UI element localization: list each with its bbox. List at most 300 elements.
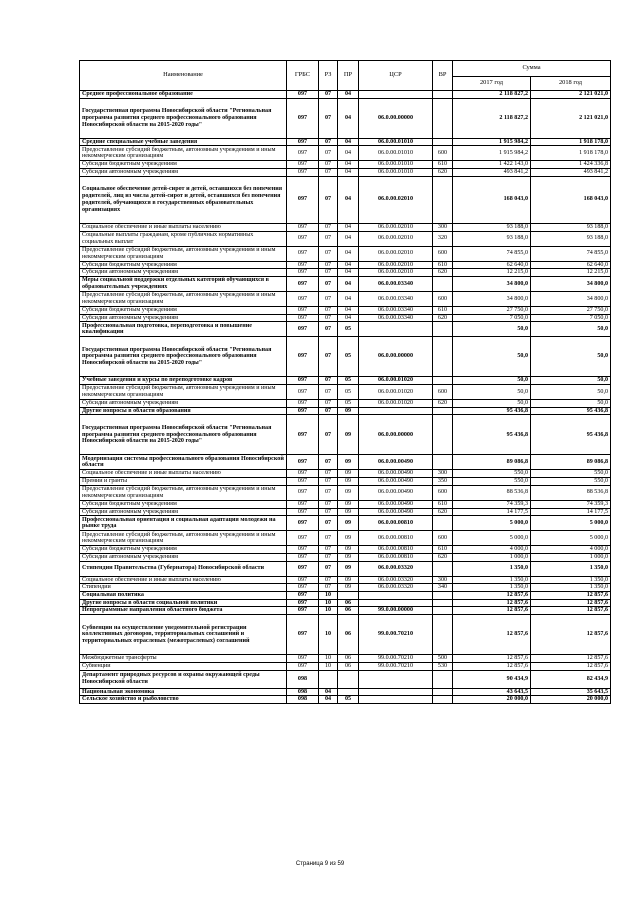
row-value-2017: 550,0 [453, 478, 531, 486]
row-vr [433, 407, 453, 415]
row-name: Стипендии [80, 584, 287, 592]
row-pr: 09 [338, 516, 359, 531]
row-value-2018: 1 000,0 [531, 553, 611, 561]
row-grbs: 097 [287, 400, 319, 408]
row-csr: 06.0.00.02010 [359, 246, 433, 261]
row-name: Учебные заведения и курсы по переподготовке кадров [80, 377, 287, 385]
table-row [80, 231, 611, 246]
table-row [80, 269, 611, 277]
row-value-2017: 14 177,5 [453, 508, 531, 516]
row-value-2018: 5 000,0 [531, 516, 611, 531]
row-csr: 06.0.00.03320 [359, 561, 433, 576]
row-rz: 07 [319, 98, 338, 138]
row-pr: 04 [338, 231, 359, 246]
row-grbs: 097 [287, 138, 319, 146]
row-pr [338, 592, 359, 600]
row-vr [433, 688, 453, 696]
row-csr: 06.0.00.01010 [359, 169, 433, 177]
row-value-2018: 74 359,3 [531, 500, 611, 508]
row-csr: 06.0.00.01010 [359, 161, 433, 169]
row-vr: 300 [433, 223, 453, 231]
row-rz [319, 670, 338, 688]
row-rz: 07 [319, 161, 338, 169]
row-name: Другие вопросы в области социальной политики [80, 599, 287, 607]
row-vr: 500 [433, 655, 453, 663]
row-name: Департамент природных ресурсов и охраны окружающей среды Новосибирской области [80, 670, 287, 688]
row-value-2018: 74 855,0 [531, 246, 611, 261]
row-grbs: 097 [287, 269, 319, 277]
row-value-2018: 1 424 336,8 [531, 161, 611, 169]
row-name: Субсидии бюджетным учреждениям [80, 546, 287, 554]
row-vr [433, 322, 453, 337]
row-name: Государственная программа Новосибирской области "Региональная программа развития среднего профессионального образования Новосибирской области на 2015-2020 годы" [80, 415, 287, 455]
row-value-2017: 12 857,6 [453, 592, 531, 600]
row-rz: 07 [319, 276, 338, 291]
row-grbs: 097 [287, 91, 319, 99]
row-rz: 07 [319, 478, 338, 486]
row-name: Предоставление субсидий бюджетным, автономным учреждениям и иным некоммерческим организациям [80, 485, 287, 500]
row-name: Национальная экономика [80, 688, 287, 696]
row-name: Другие вопросы в области образования [80, 407, 287, 415]
table-row [80, 470, 611, 478]
row-pr: 04 [338, 146, 359, 161]
row-value-2018: 27 750,0 [531, 306, 611, 314]
row-name: Социальные выплаты гражданам, кроме публичных нормативных социальных выплат [80, 231, 287, 246]
row-value-2018: 93 188,0 [531, 223, 611, 231]
row-pr: 09 [338, 478, 359, 486]
header-vr: ВР [433, 61, 453, 91]
row-value-2018: 95 436,8 [531, 407, 611, 415]
row-name: Субвенции на осуществление уведомительной регистрации коллективных договоров, территориальных соглашений и территориальных отраслевых (межотраслевых) соглашений [80, 615, 287, 655]
header-grbs: ГРБС [287, 61, 319, 91]
row-name: Сельское хозяйство и рыболовство [80, 696, 287, 704]
row-rz: 07 [319, 470, 338, 478]
row-pr: 04 [338, 306, 359, 314]
table-row [80, 688, 611, 696]
row-vr: 600 [433, 385, 453, 400]
row-value-2017: 50,0 [453, 337, 531, 377]
document-page [79, 60, 610, 704]
row-pr: 05 [338, 337, 359, 377]
table-row [80, 169, 611, 177]
row-value-2017: 95 436,8 [453, 415, 531, 455]
row-vr [433, 455, 453, 470]
row-pr: 09 [338, 531, 359, 546]
row-name: Государственная программа Новосибирской области "Региональная программа развития среднего профессионального образования Новосибирской области на 2015-2020 годы" [80, 337, 287, 377]
row-rz: 07 [319, 146, 338, 161]
table-row [80, 291, 611, 306]
row-pr [338, 688, 359, 696]
table-row [80, 377, 611, 385]
table-row [80, 546, 611, 554]
row-value-2017: 93 188,0 [453, 223, 531, 231]
row-name: Непрограммные направления областного бюджета [80, 607, 287, 615]
row-csr: 06.0.00.01020 [359, 385, 433, 400]
row-vr: 350 [433, 478, 453, 486]
table-row [80, 592, 611, 600]
row-csr: 06.0.00.01020 [359, 400, 433, 408]
row-pr: 04 [338, 98, 359, 138]
row-csr [359, 322, 433, 337]
row-value-2018: 12 857,6 [531, 599, 611, 607]
row-grbs: 097 [287, 161, 319, 169]
row-value-2018: 93 188,0 [531, 231, 611, 246]
table-row [80, 91, 611, 99]
row-rz: 04 [319, 688, 338, 696]
row-value-2017: 34 800,0 [453, 291, 531, 306]
table-row [80, 516, 611, 531]
row-value-2017: 4 000,0 [453, 546, 531, 554]
row-value-2018: 89 086,8 [531, 455, 611, 470]
row-value-2017: 1 915 984,2 [453, 146, 531, 161]
row-grbs: 097 [287, 385, 319, 400]
row-value-2018: 50,0 [531, 385, 611, 400]
row-name: Средние специальные учебные заведения [80, 138, 287, 146]
row-value-2017: 50,0 [453, 400, 531, 408]
table-row [80, 385, 611, 400]
row-csr: 06.0.00.03340 [359, 314, 433, 322]
row-pr: 04 [338, 91, 359, 99]
row-rz: 04 [319, 696, 338, 704]
table-row [80, 696, 611, 704]
row-grbs: 097 [287, 246, 319, 261]
row-vr [433, 377, 453, 385]
row-name: Социальная политика [80, 592, 287, 600]
row-csr [359, 592, 433, 600]
row-pr: 06 [338, 655, 359, 663]
row-vr: 320 [433, 231, 453, 246]
row-name: Субсидии автономным учреждениям [80, 400, 287, 408]
row-value-2017: 1 350,0 [453, 561, 531, 576]
row-csr: 06.0.00.00000 [359, 337, 433, 377]
row-grbs: 097 [287, 584, 319, 592]
row-value-2018: 95 436,8 [531, 415, 611, 455]
row-rz: 07 [319, 576, 338, 584]
row-rz: 10 [319, 592, 338, 600]
row-vr [433, 615, 453, 655]
row-pr: 09 [338, 584, 359, 592]
row-csr: 06.0.00.03320 [359, 584, 433, 592]
row-value-2017: 5 000,0 [453, 531, 531, 546]
row-value-2018: 50,0 [531, 377, 611, 385]
table-row [80, 322, 611, 337]
row-value-2018: 50,0 [531, 322, 611, 337]
row-vr: 610 [433, 261, 453, 269]
row-value-2017: 34 800,0 [453, 276, 531, 291]
table-row [80, 561, 611, 576]
row-rz: 07 [319, 546, 338, 554]
row-value-2018: 20 000,0 [531, 696, 611, 704]
row-vr [433, 516, 453, 531]
row-name: Предоставление субсидий бюджетным, автономным учреждениям и иным некоммерческим организациям [80, 246, 287, 261]
row-grbs: 097 [287, 337, 319, 377]
row-pr: 04 [338, 176, 359, 223]
row-csr: 06.0.00.00490 [359, 455, 433, 470]
row-name: Предоставление субсидий бюджетным, автономным учреждениям и иным некоммерческим организациям [80, 385, 287, 400]
header-sum: Сумма [453, 61, 611, 77]
row-value-2018: 50,0 [531, 400, 611, 408]
table-row [80, 500, 611, 508]
row-grbs: 097 [287, 546, 319, 554]
row-pr: 09 [338, 455, 359, 470]
row-value-2017: 2 118 827,2 [453, 98, 531, 138]
row-value-2017: 1 915 984,2 [453, 138, 531, 146]
row-pr: 09 [338, 470, 359, 478]
table-row [80, 261, 611, 269]
row-value-2017: 62 640,0 [453, 261, 531, 269]
row-csr: 06.0.00.02010 [359, 269, 433, 277]
row-rz: 07 [319, 337, 338, 377]
row-name: Предоставление субсидий бюджетным, автономным учреждениям и иным некоммерческим организациям [80, 146, 287, 161]
row-pr: 09 [338, 553, 359, 561]
table-row [80, 607, 611, 615]
row-rz: 07 [319, 415, 338, 455]
header-rz: РЗ [319, 61, 338, 91]
table-row [80, 584, 611, 592]
row-grbs: 098 [287, 696, 319, 704]
row-grbs: 097 [287, 261, 319, 269]
table-row [80, 400, 611, 408]
row-csr: 06.0.00.03340 [359, 291, 433, 306]
row-value-2018: 1 350,0 [531, 576, 611, 584]
row-vr: 300 [433, 576, 453, 584]
row-grbs: 097 [287, 531, 319, 546]
table-row [80, 407, 611, 415]
row-vr [433, 415, 453, 455]
header-year-2018: 2018 год [531, 77, 611, 91]
row-grbs: 097 [287, 314, 319, 322]
row-grbs: 097 [287, 576, 319, 584]
row-rz: 07 [319, 584, 338, 592]
row-value-2017: 43 643,5 [453, 688, 531, 696]
row-value-2017: 12 857,6 [453, 662, 531, 670]
row-value-2018: 35 643,5 [531, 688, 611, 696]
row-value-2018: 168 043,0 [531, 176, 611, 223]
row-name: Профессиональная подготовка, переподготовка и повышение квалификации [80, 322, 287, 337]
row-name: Субсидии автономным учреждениям [80, 314, 287, 322]
row-pr: 04 [338, 223, 359, 231]
row-csr: 06.0.00.00810 [359, 553, 433, 561]
row-csr: 06.0.00.00000 [359, 98, 433, 138]
row-grbs: 097 [287, 223, 319, 231]
table-row [80, 670, 611, 688]
row-csr: 99.0.00.70210 [359, 615, 433, 655]
row-rz: 07 [319, 169, 338, 177]
row-value-2017: 12 857,6 [453, 655, 531, 663]
row-pr: 05 [338, 696, 359, 704]
row-grbs: 098 [287, 670, 319, 688]
row-value-2018: 1 918 178,0 [531, 146, 611, 161]
row-value-2017: 5 000,0 [453, 516, 531, 531]
row-csr: 06.0.00.03340 [359, 276, 433, 291]
row-name: Социальное обеспечение и иные выплаты населению [80, 576, 287, 584]
row-pr: 05 [338, 377, 359, 385]
table-row [80, 146, 611, 161]
row-csr: 06.0.00.03340 [359, 306, 433, 314]
row-value-2018: 1 350,0 [531, 584, 611, 592]
row-value-2017: 93 188,0 [453, 231, 531, 246]
row-rz: 07 [319, 176, 338, 223]
table-row [80, 576, 611, 584]
row-value-2018: 82 434,9 [531, 670, 611, 688]
row-grbs: 097 [287, 231, 319, 246]
row-value-2017: 1 350,0 [453, 576, 531, 584]
row-vr [433, 561, 453, 576]
row-rz: 07 [319, 508, 338, 516]
row-csr: 06.0.00.02010 [359, 261, 433, 269]
row-csr: 06.0.00.00810 [359, 531, 433, 546]
row-value-2018: 34 800,0 [531, 276, 611, 291]
row-pr: 09 [338, 485, 359, 500]
row-value-2017: 89 086,8 [453, 455, 531, 470]
row-value-2017: 95 436,8 [453, 407, 531, 415]
row-name: Предоставление субсидий бюджетным, автономным учреждениям и иным некоммерческим организациям [80, 291, 287, 306]
row-grbs: 097 [287, 306, 319, 314]
row-value-2017: 12 857,6 [453, 599, 531, 607]
row-vr: 600 [433, 146, 453, 161]
row-value-2017: 50,0 [453, 322, 531, 337]
row-rz: 07 [319, 531, 338, 546]
table-row [80, 337, 611, 377]
row-value-2018: 88 536,8 [531, 485, 611, 500]
row-csr: 06.0.00.02010 [359, 223, 433, 231]
row-grbs: 097 [287, 322, 319, 337]
row-value-2018: 2 121 021,0 [531, 91, 611, 99]
row-csr: 06.0.00.02010 [359, 176, 433, 223]
row-grbs: 097 [287, 415, 319, 455]
row-csr: 06.0.00.01020 [359, 377, 433, 385]
row-rz: 07 [319, 561, 338, 576]
row-name: Меры социальной поддержки отдельных категорий обучающихся в образовательных учреждениях [80, 276, 287, 291]
row-value-2018: 1 918 178,0 [531, 138, 611, 146]
row-name: Социальное обеспечение детей-сирот и детей, оставшихся без попечения родителей, лиц из числа детей-сирот и детей, оставшихся без попечения родителей, обучающихся в государственных образовательных организациях [80, 176, 287, 223]
row-rz: 10 [319, 599, 338, 607]
row-rz: 07 [319, 516, 338, 531]
row-value-2018: 550,0 [531, 478, 611, 486]
row-vr: 620 [433, 400, 453, 408]
row-csr: 06.0.00.03320 [359, 576, 433, 584]
row-value-2018: 5 000,0 [531, 531, 611, 546]
table-row [80, 455, 611, 470]
table-row [80, 485, 611, 500]
table-row [80, 415, 611, 455]
row-pr: 04 [338, 269, 359, 277]
row-value-2017: 12 857,6 [453, 615, 531, 655]
row-csr [359, 688, 433, 696]
row-rz: 07 [319, 291, 338, 306]
row-value-2018: 34 800,0 [531, 291, 611, 306]
row-pr: 05 [338, 322, 359, 337]
table-row [80, 531, 611, 546]
row-rz: 07 [319, 223, 338, 231]
row-rz: 07 [319, 377, 338, 385]
row-rz: 10 [319, 662, 338, 670]
row-vr [433, 337, 453, 377]
row-vr [433, 176, 453, 223]
row-value-2017: 74 359,3 [453, 500, 531, 508]
row-value-2018: 493 841,2 [531, 169, 611, 177]
row-grbs: 097 [287, 146, 319, 161]
table-header [80, 61, 611, 91]
row-value-2017: 12 215,0 [453, 269, 531, 277]
header-csr: ЦСР [359, 61, 433, 91]
row-rz: 07 [319, 400, 338, 408]
row-grbs: 097 [287, 553, 319, 561]
row-vr: 620 [433, 508, 453, 516]
row-pr: 05 [338, 400, 359, 408]
row-name: Субсидии бюджетным учреждениям [80, 261, 287, 269]
row-vr [433, 91, 453, 99]
row-csr: 06.0.00.00490 [359, 485, 433, 500]
row-value-2017: 168 043,0 [453, 176, 531, 223]
row-name: Субсидии бюджетным учреждениям [80, 161, 287, 169]
row-vr: 600 [433, 246, 453, 261]
row-name: Субсидии бюджетным учреждениям [80, 306, 287, 314]
table-row [80, 276, 611, 291]
row-value-2017: 74 855,0 [453, 246, 531, 261]
row-vr [433, 670, 453, 688]
table-row [80, 98, 611, 138]
row-pr: 06 [338, 599, 359, 607]
row-rz: 07 [319, 269, 338, 277]
table-row [80, 246, 611, 261]
row-grbs: 097 [287, 176, 319, 223]
row-csr: 99.0.00.70210 [359, 655, 433, 663]
row-vr: 610 [433, 500, 453, 508]
row-value-2018: 12 857,6 [531, 655, 611, 663]
row-pr: 09 [338, 546, 359, 554]
row-csr [359, 599, 433, 607]
row-value-2017: 50,0 [453, 385, 531, 400]
row-pr: 05 [338, 385, 359, 400]
row-pr: 09 [338, 500, 359, 508]
row-vr: 600 [433, 531, 453, 546]
row-vr: 610 [433, 161, 453, 169]
row-value-2018: 1 350,0 [531, 561, 611, 576]
row-grbs: 097 [287, 655, 319, 663]
row-grbs: 097 [287, 291, 319, 306]
row-rz: 10 [319, 655, 338, 663]
row-value-2017: 1 000,0 [453, 553, 531, 561]
row-grbs: 097 [287, 276, 319, 291]
table-row [80, 508, 611, 516]
row-grbs: 097 [287, 470, 319, 478]
table-row [80, 176, 611, 223]
row-rz: 07 [319, 231, 338, 246]
row-name: Среднее профессиональное образование [80, 91, 287, 99]
row-pr: 04 [338, 169, 359, 177]
row-grbs: 097 [287, 98, 319, 138]
row-value-2018: 4 000,0 [531, 546, 611, 554]
table-row [80, 599, 611, 607]
row-vr [433, 607, 453, 615]
row-value-2017: 1 422 143,0 [453, 161, 531, 169]
row-rz: 07 [319, 553, 338, 561]
row-pr: 04 [338, 138, 359, 146]
row-rz: 07 [319, 500, 338, 508]
row-vr [433, 276, 453, 291]
row-grbs: 097 [287, 377, 319, 385]
row-csr: 06.0.00.02010 [359, 231, 433, 246]
header-pr: ПР [338, 61, 359, 91]
row-vr [433, 138, 453, 146]
row-value-2017: 493 841,2 [453, 169, 531, 177]
row-grbs: 097 [287, 561, 319, 576]
row-value-2017: 550,0 [453, 470, 531, 478]
row-rz: 10 [319, 615, 338, 655]
table-row [80, 655, 611, 663]
row-vr [433, 592, 453, 600]
